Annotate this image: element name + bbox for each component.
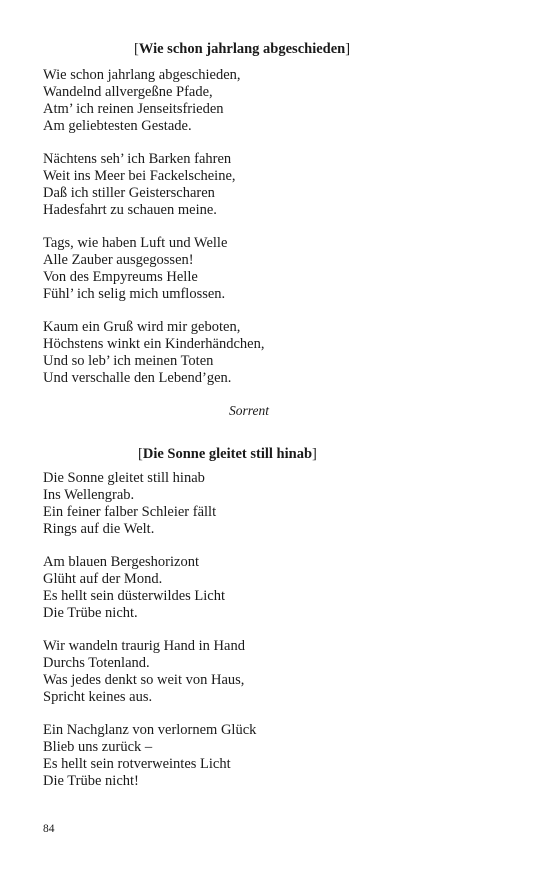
verse-line: Ein Nachglanz von verlornem Glück — [43, 722, 257, 738]
verse-line: Die Trübe nicht! — [43, 773, 139, 789]
verse-line: Wir wandeln traurig Hand in Hand — [43, 638, 245, 654]
verse-line: Die Sonne gleitet still hinab — [43, 470, 205, 486]
verse-line: Höchstens winkt ein Kinderhändchen, — [43, 336, 265, 352]
verse-line: Hadesfahrt zu schauen meine. — [43, 202, 217, 218]
verse-line: Am blauen Bergeshorizont — [43, 554, 199, 570]
poem-1 — [43, 40, 443, 386]
verse-line: Daß ich stiller Geisterscharen — [43, 185, 215, 201]
poem-2 — [43, 445, 443, 789]
verse-line: Von des Empyreums Helle — [43, 269, 198, 285]
verse-line: Es hellt sein rotverweintes Licht — [43, 756, 231, 772]
poem-1-title-text: Wie schon jahrlang abgeschieden — [138, 41, 346, 57]
verse-line: Kaum ein Gruß wird mir geboten, — [43, 319, 241, 335]
verse-line: Wie schon jahrlang abgeschieden, — [43, 67, 241, 83]
poem-2-stanza-3 — [43, 638, 245, 706]
poem-2-stanza-4 — [43, 722, 256, 790]
poem-1-stanza-3 — [43, 235, 227, 303]
verse-line: Am geliebtesten Gestade. — [43, 118, 192, 134]
poem-2-title-text: Die Sonne gleitet still hinab — [142, 446, 313, 462]
poem-1-stanza-4 — [43, 319, 264, 387]
page-number: 84 — [43, 823, 55, 835]
poem-2-title: [Die Sonne gleitet still hinab] — [138, 446, 317, 462]
verse-line: Ein feiner falber Schleier fällt — [43, 504, 217, 520]
verse-line: Atm’ ich reinen Jenseitsfrieden — [43, 101, 224, 117]
verse-line: Wandelnd allvergeßne Pfade, — [43, 84, 213, 100]
verse-line: Blieb uns zurück – — [43, 739, 153, 755]
poem-2-stanza-1 — [43, 470, 216, 538]
verse-line: Durchs Totenland. — [43, 655, 150, 671]
verse-line: Glüht auf der Mond. — [43, 571, 163, 587]
verse-line: Die Trübe nicht. — [43, 605, 138, 621]
verse-line: Und so leb’ ich meinen Toten — [43, 353, 214, 369]
poem-2-stanza-2 — [43, 554, 225, 622]
verse-line: Alle Zauber ausgegossen! — [43, 252, 194, 268]
verse-line: Ins Wellengrab. — [43, 487, 135, 503]
place-name: Sorrent — [229, 403, 269, 418]
poem-1-title: [Wie schon jahrlang abgeschieden] — [134, 41, 351, 57]
poem-1-stanza-2 — [43, 151, 236, 219]
verse-line: Tags, wie haben Luft und Welle — [43, 235, 228, 251]
verse-line: Spricht keines aus. — [43, 689, 153, 705]
verse-line: Es hellt sein düsterwildes Licht — [43, 588, 226, 604]
verse-line: Was jedes denkt so weit von Haus, — [43, 672, 245, 688]
verse-line: Fühl’ ich selig mich umflossen. — [43, 286, 226, 302]
verse-line: Und verschalle den Lebend’gen. — [43, 370, 232, 386]
verse-line: Nächtens seh’ ich Barken fahren — [43, 151, 232, 167]
poem-1-stanza-1 — [43, 67, 241, 135]
verse-line: Weit ins Meer bei Fackelscheine, — [43, 168, 236, 184]
verse-line: Rings auf die Welt. — [43, 521, 155, 537]
